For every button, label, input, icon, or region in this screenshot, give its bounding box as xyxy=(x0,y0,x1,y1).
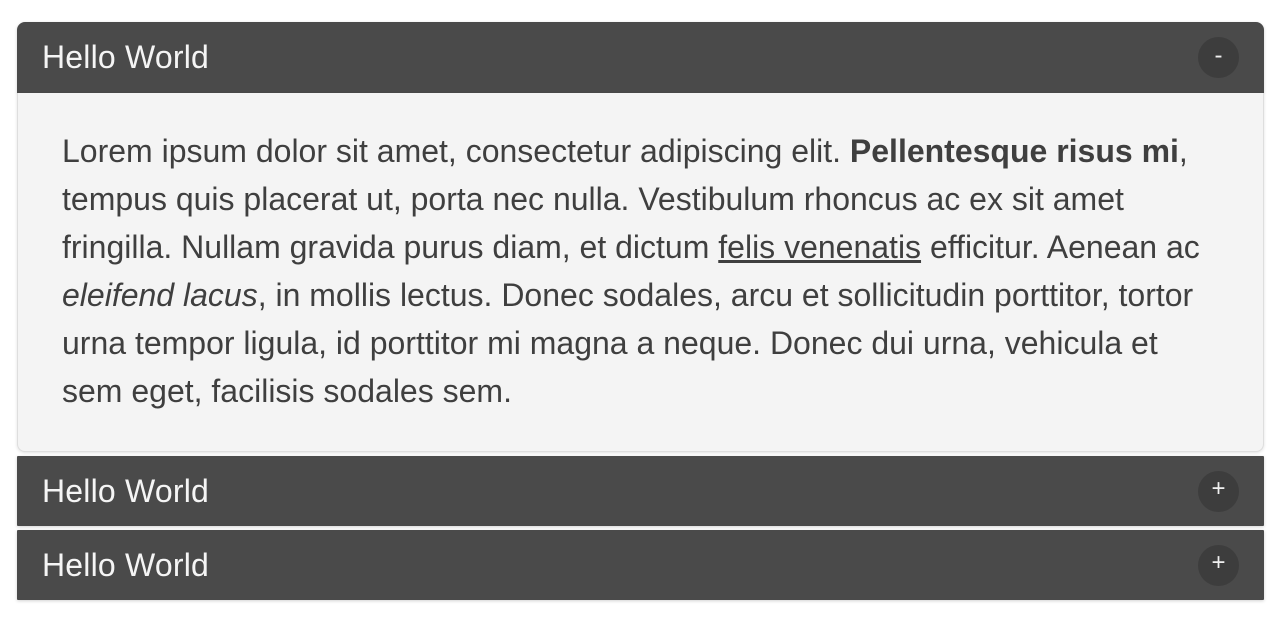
accordion-header-1-title: Hello World xyxy=(42,39,209,75)
panel-paragraph: Lorem ipsum dolor sit amet, consectetur adipiscing elit. Pellentesque risus mi, tempus quis placerat ut, porta nec nulla. Vestibulum rhoncus ac ex sit amet fringilla. Nullam gravida purus diam, et dictum felis venenatis efficitur. Aenean ac eleifend lacus, in mollis lectus. Donec sodales, arcu et sollicitudin porttitor, tortor urna tempor ligula, id porttitor mi magna a neque. Donec dui urna, vehicula et sem eget, facilisis sodales sem. xyxy=(62,133,1200,409)
accordion-header-2-title: Hello World xyxy=(42,472,209,509)
expand-icon[interactable]: + xyxy=(1198,471,1239,512)
accordion-header-3-title: Hello World xyxy=(42,546,209,583)
accordion xyxy=(17,22,1264,600)
expand-icon[interactable]: + xyxy=(1198,545,1239,586)
collapse-icon[interactable]: - xyxy=(1198,37,1239,78)
accordion-header-1[interactable] xyxy=(17,22,1264,93)
accordion-section-1 xyxy=(17,22,1264,452)
accordion-header-2[interactable] xyxy=(17,456,1264,526)
accordion-header-3[interactable] xyxy=(17,530,1264,600)
accordion-panel-1 xyxy=(17,93,1264,452)
